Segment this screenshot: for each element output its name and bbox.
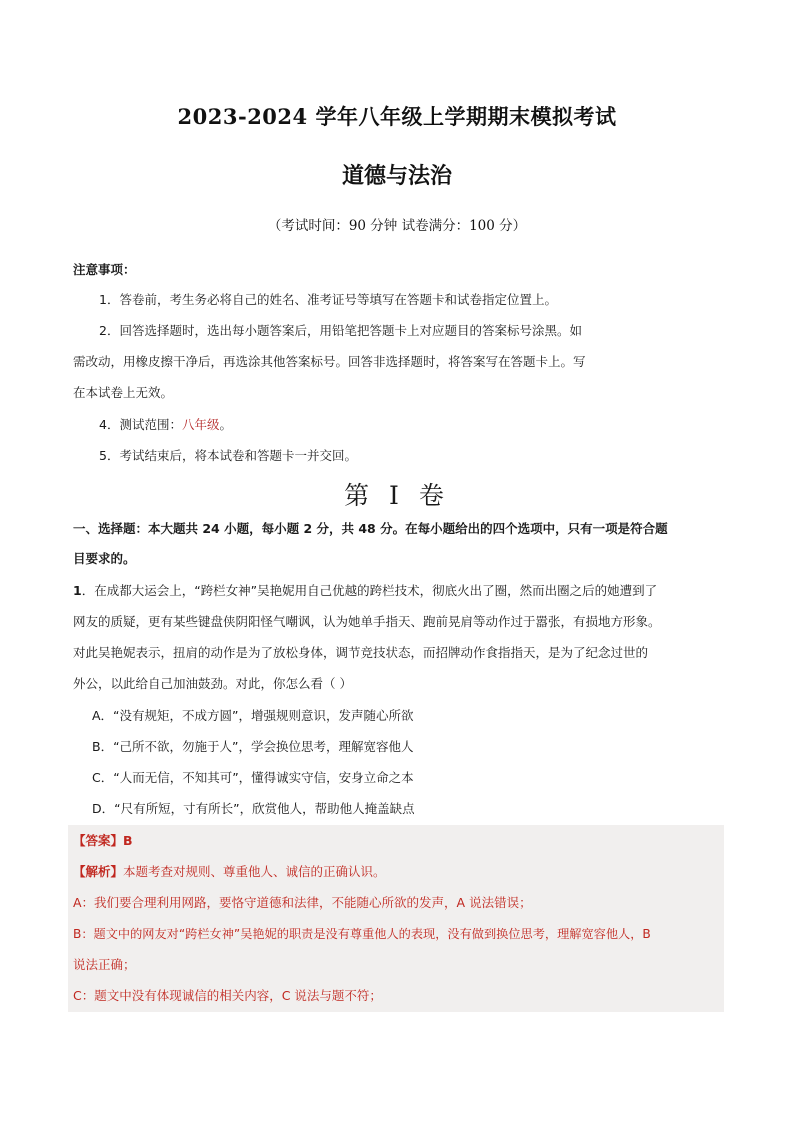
notice-item-2-line-2: 需改动，用橡皮擦干净后，再选涂其他答案标号。回答非选择题时，将答案写在答题卡上。写 [73, 354, 586, 369]
notice-item-1: 1．答卷前，考生务必将自己的姓名、准考证号等填写在答题卡和试卷指定位置上。 [99, 292, 557, 307]
analysis-tag: 【解析】 [73, 864, 124, 879]
answer-line [73, 832, 133, 850]
option-a: A．“没有规矩，不成方圆”，增强规则意识，发声随心所欲 [92, 708, 414, 723]
section-heading-line-2: 目要求的。 [73, 551, 136, 566]
question-1-line-2: 网友的质疑，更有某些键盘侠阴阳怪气嘲讽，认为她单手指天、跑前晃肩等动作过于嚣张，有损地方形象。 [73, 614, 661, 629]
analysis-option-b-line-2: 说法正确； [73, 957, 136, 972]
analysis-line [73, 863, 386, 881]
analysis-option-b-line-1: B：题文中的网友对“跨栏女神”吴艳妮的职责是没有尊重他人的表现，没有做到换位思考，理解宽容他人，B [73, 927, 651, 941]
subject-title: 道德与法治 [341, 163, 452, 189]
volume-title: 第 I 卷 [344, 481, 450, 510]
exam-info: （考试时间：90 分钟 试卷满分：100 分） [267, 218, 527, 234]
notice-item-2-line-3: 在本试卷上无效。 [73, 385, 174, 400]
question-1-line-1 [73, 582, 657, 600]
analysis-option-c: C：题文中没有体现诚信的相关内容，C 说法与题不符； [73, 988, 382, 1003]
notice-item-4-suffix: 。 [219, 417, 232, 432]
question-1-line-3: 对此吴艳妮表示，扭肩的动作是为了放松身体，调节竞技状态，而招牌动作食指指天，是为了纪念过世的 [73, 645, 649, 660]
option-b: B．“己所不欲，勿施于人”，学会换位思考，理解宽容他人 [92, 739, 414, 754]
option-c: C．“人而无信，不知其可”，懂得诚实守信，安身立命之本 [92, 770, 414, 785]
notice-item-5: 5．考试结束后，将本试卷和答题卡一并交回。 [99, 448, 357, 463]
exam-title: 2023-2024 学年八年级上学期期末模拟考试 [177, 104, 617, 129]
notice-test-range: 八年级 [181, 417, 220, 432]
question-number: 1 [73, 583, 82, 598]
notice-item-4 [99, 416, 232, 434]
answer-value: B [123, 833, 133, 848]
notice-item-4-prefix: 4．测试范围： [99, 417, 182, 432]
notice-item-2-line-1: 2．回答选择题时，选出每小题答案后，用铅笔把答题卡上对应题目的答案标号涂黑。如 [99, 323, 582, 338]
analysis-option-a: A：我们要合理利用网路，要恪守道德和法律，不能随心所欲的发声，A 说法错误； [73, 895, 532, 910]
answer-panel [68, 825, 724, 1012]
analysis-text: 本题考查对规则、尊重他人、诚信的正确认识。 [123, 864, 386, 879]
section-heading-line-1: 一、选择题：本大题共 24 小题，每小题 2 分，共 48 分。在每小题给出的四个选项中，只有一项是符合题 [73, 521, 668, 536]
option-d: D．“尺有所短，寸有所长”，欣赏他人，帮助他人掩盖缺点 [92, 801, 415, 816]
question-1-text-1: ．在成都大运会上，“跨栏女神”吴艳妮用自己优越的跨栏技术，彻底火出了圈，然而出圈之后的她遭到了 [81, 583, 658, 598]
question-1-line-4: 外公，以此给自己加油鼓劲。对此，你怎么看（ ） [73, 676, 352, 691]
answer-tag: 【答案】 [73, 833, 124, 848]
notice-heading: 注意事项： [73, 262, 136, 277]
